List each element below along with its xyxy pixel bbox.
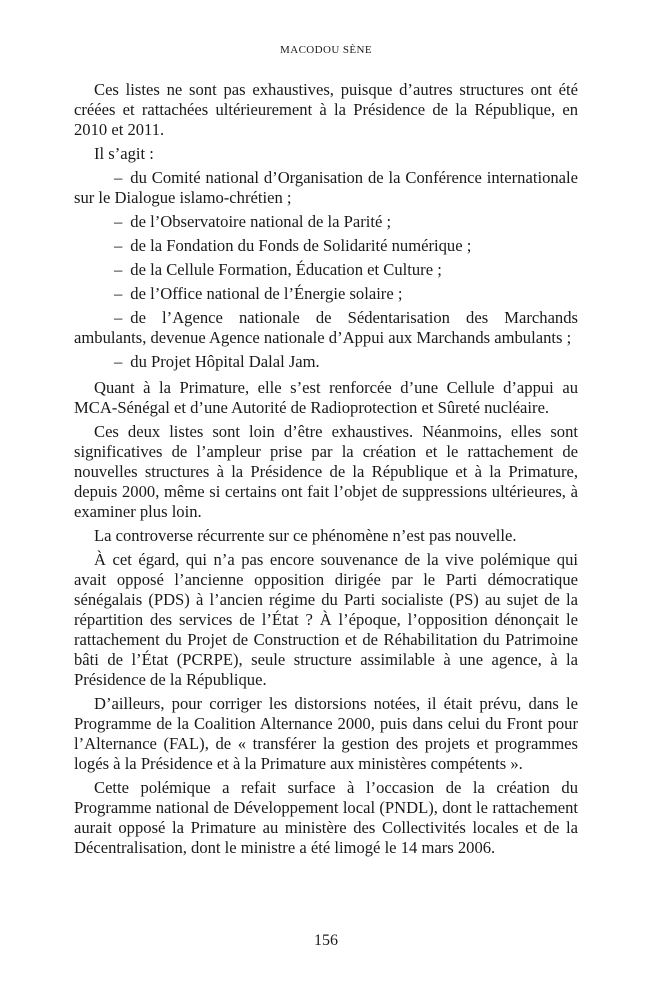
list-item bbox=[74, 308, 578, 348]
dash-marker: – bbox=[114, 236, 123, 255]
paragraph: Cette polémique a refait surface à l’occasion de la création du Programme national de Développement local (PNDL), dont le rattachement aurait opposé la Primature au ministère des Collectivités locales et de la Décentralisation, dont le ministre a été limogé le 14 mars 2006. bbox=[74, 778, 578, 857]
list-item-text: de la Cellule Formation, Éducation et Culture ; bbox=[130, 260, 442, 279]
paragraph: Ces listes ne sont pas exhaustives, puisque d’autres structures ont été créées et rattachées ultérieurement à la Présidence de la République, en 2010 et 2011. bbox=[74, 80, 578, 139]
dash-marker: – bbox=[114, 352, 123, 371]
list-item-text: de l’Office national de l’Énergie solaire ; bbox=[130, 284, 403, 303]
paragraph: D’ailleurs, pour corriger les distorsions notées, il était prévu, dans le Programme de la Coalition Alternance 2000, puis dans celui du Front pour l’Alternance (FAL), de « transférer la gestion des projets et programmes logés à la Présidence et à la Primature aux ministères compétents ». bbox=[74, 694, 578, 773]
list-item bbox=[74, 352, 578, 372]
paragraph: Quant à la Primature, elle s’est renforcée d’une Cellule d’appui au MCA-Sénégal et d’une Autorité de Radioprotection et Sûreté nucléaire. bbox=[74, 378, 578, 417]
dash-list bbox=[74, 168, 578, 372]
list-item bbox=[74, 236, 578, 256]
list-item-text: du Comité national d’Organisation de la Conférence internationale sur le Dialogue islamo-chrétien ; bbox=[74, 168, 578, 207]
list-item-text: de l’Observatoire national de la Parité ; bbox=[130, 212, 392, 231]
body-text bbox=[74, 80, 578, 862]
dash-marker: – bbox=[114, 308, 123, 327]
list-item-text: du Projet Hôpital Dalal Jam. bbox=[130, 352, 320, 371]
paragraph: La controverse récurrente sur ce phénomène n’est pas nouvelle. bbox=[94, 526, 517, 545]
book-page bbox=[74, 0, 578, 1006]
paragraph: Il s’agit : bbox=[94, 144, 154, 163]
page-number: 156 bbox=[314, 932, 338, 949]
list-item-text: de la Fondation du Fonds de Solidarité numérique ; bbox=[130, 236, 472, 255]
list-item bbox=[74, 168, 578, 208]
list-item-text: de l’Agence nationale de Sédentarisation des Marchands ambulants, devenue Agence nationale d’Appui aux Marchands ambulants ; bbox=[74, 308, 578, 347]
dash-marker: – bbox=[114, 284, 123, 303]
dash-marker: – bbox=[114, 260, 123, 279]
list-item bbox=[74, 260, 578, 280]
list-item bbox=[74, 284, 578, 304]
running-head: MACODOU SÈNE bbox=[280, 44, 372, 56]
dash-marker: – bbox=[114, 168, 123, 187]
dash-marker: – bbox=[114, 212, 123, 231]
paragraph: À cet égard, qui n’a pas encore souvenance de la vive polémique qui avait opposé l’ancienne opposition dirigée par le Parti démocratique sénégalais (PDS) à l’ancien régime du Parti socialiste (PS) au sujet de la répartition des services de l’État ? À l’époque, l’opposition dénonçait le rattachement du Projet de Construction et de Réhabilitation du Patrimoine bâti de l’État (PCRPE), seule structure assimilable à une agence, à la Présidence de la République. bbox=[74, 550, 578, 689]
paragraph: Ces deux listes sont loin d’être exhaustives. Néanmoins, elles sont significatives de l’ampleur prise par la création et le rattachement de nouvelles structures à la Présidence de la République et à la Primature, depuis 2000, même si certains ont fait l’objet de suppressions ultérieures, à examiner plus loin. bbox=[74, 422, 578, 521]
list-item bbox=[74, 212, 578, 232]
